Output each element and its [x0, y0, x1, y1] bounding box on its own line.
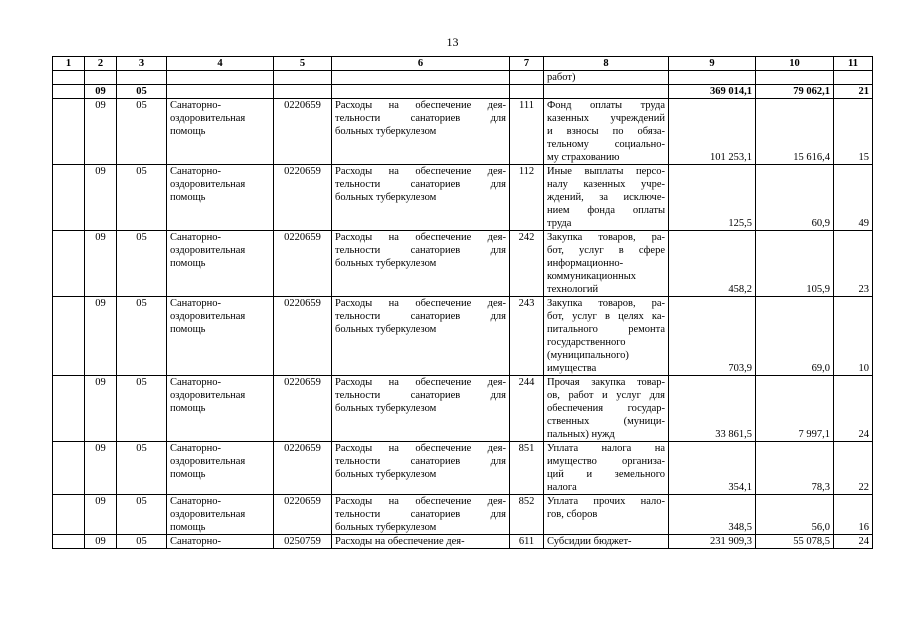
cell-line: труда — [547, 218, 572, 229]
cell-line: оздоровительная — [170, 509, 246, 520]
expense-description — [332, 442, 510, 495]
section-code: 09 — [85, 376, 117, 442]
value-col11: 23 — [834, 231, 873, 297]
header-cell: 7 — [510, 57, 544, 71]
cell-line: бот, услуг в сфере — [547, 245, 665, 256]
expense-type-code: 242 — [510, 231, 544, 297]
empty-cell — [53, 376, 85, 442]
cell-line: Санаторно- — [170, 377, 221, 388]
value-col10: 105,9 — [756, 231, 834, 297]
section-code: 09 — [85, 495, 117, 535]
value-col11: 24 — [834, 376, 873, 442]
expense-description — [332, 231, 510, 297]
cell-line: Санаторно- — [170, 443, 221, 454]
cell-line: помощь — [170, 192, 206, 203]
value-col10: 69,0 — [756, 297, 834, 376]
expense-type-code: 852 — [510, 495, 544, 535]
cell-line: помощь — [170, 469, 206, 480]
expense-type-code: 112 — [510, 165, 544, 231]
cell-line: тельности санаториев для — [335, 245, 506, 256]
value-col10: 78,3 — [756, 442, 834, 495]
expense-type-code: 244 — [510, 376, 544, 442]
cell-line: тельному социально- — [547, 139, 665, 150]
total-row — [53, 85, 873, 99]
cell-line: Санаторно- — [170, 232, 221, 243]
subsection-code: 05 — [117, 535, 167, 549]
value-col11: 16 — [834, 495, 873, 535]
cell-line: Субсидии бюджет- — [547, 536, 632, 547]
subsection-code: 05 — [117, 231, 167, 297]
value-col10: 15 616,4 — [756, 99, 834, 165]
cell-line: ственных (муници- — [547, 416, 665, 427]
cell-line: оздоровительная — [170, 245, 246, 256]
cell-line: больных туберкулезом — [335, 403, 437, 414]
header-cell: 6 — [332, 57, 510, 71]
table-row — [53, 165, 873, 231]
cell-line: информационно- — [547, 258, 624, 269]
expense-type-name — [544, 231, 669, 297]
value-col11: 15 — [834, 99, 873, 165]
subsection-code: 05 — [117, 442, 167, 495]
value-col9: 348,5 — [669, 495, 756, 535]
cell-line: больных туберкулезом — [335, 522, 437, 533]
cell-line: оздоровительная — [170, 311, 246, 322]
cell-line: Уплата прочих нало- — [547, 496, 665, 507]
expense-type-code: 111 — [510, 99, 544, 165]
cell-line: больных туберкулезом — [335, 324, 437, 335]
subsection-name — [167, 376, 274, 442]
section-code: 09 — [85, 297, 117, 376]
header-cell: 8 — [544, 57, 669, 71]
expense-description — [332, 535, 510, 549]
value-col11: 24 — [834, 535, 873, 549]
target-article-code: 0220659 — [274, 165, 332, 231]
cell-line: Фонд оплаты труда — [547, 100, 665, 111]
cell-line: Расходы на обеспечение дея- — [335, 536, 465, 547]
section-code: 09 — [85, 535, 117, 549]
value-col9: 458,2 — [669, 231, 756, 297]
cell-line: налога — [547, 482, 577, 493]
empty-cell — [53, 297, 85, 376]
cell-line: ов, работ и услуг для — [547, 390, 665, 401]
cell-line: больных туберкулезом — [335, 258, 437, 269]
cell-line: налу казенных учре- — [547, 179, 665, 190]
value-col10: 7 997,1 — [756, 376, 834, 442]
header-cell: 11 — [834, 57, 873, 71]
cell-line: имущество организа- — [547, 456, 665, 467]
cell-line: оздоровительная — [170, 456, 246, 467]
section-code: 09 — [85, 442, 117, 495]
target-article-code: 0220659 — [274, 231, 332, 297]
cell-line: и взносы по обяза- — [547, 126, 665, 137]
cell-line: больных туберкулезом — [335, 469, 437, 480]
subsection-code: 05 — [117, 165, 167, 231]
expense-type-name — [544, 165, 669, 231]
header-cell: 1 — [53, 57, 85, 71]
cell-line: гов, сборов — [547, 509, 598, 520]
cell-line: Расходы на обеспечение дея- — [335, 496, 506, 507]
section-code: 09 — [85, 165, 117, 231]
empty-cell — [53, 442, 85, 495]
total-section: 09 — [85, 85, 117, 99]
expense-description — [332, 297, 510, 376]
target-article-code: 0220659 — [274, 376, 332, 442]
total-col9: 369 014,1 — [669, 85, 756, 99]
cell-line: тельности санаториев для — [335, 311, 506, 322]
cell-line: ций и земельного — [547, 469, 665, 480]
cell-line: му страхованию — [547, 152, 620, 163]
section-code: 09 — [85, 99, 117, 165]
table-row — [53, 495, 873, 535]
table-row — [53, 442, 873, 495]
cell-line: технологий — [547, 284, 599, 295]
cell-line: помощь — [170, 258, 206, 269]
cell-line: Прочая закупка товар- — [547, 377, 665, 388]
table-row — [53, 376, 873, 442]
cell-line: Расходы на обеспечение дея- — [335, 166, 506, 177]
table-row — [53, 535, 873, 549]
cell-line: Иные выплаты персо- — [547, 166, 665, 177]
value-col10: 60,9 — [756, 165, 834, 231]
expense-type-code: 851 — [510, 442, 544, 495]
total-col10: 79 062,1 — [756, 85, 834, 99]
table-row — [53, 297, 873, 376]
empty-cell — [53, 535, 85, 549]
header-cell: 3 — [117, 57, 167, 71]
value-col11: 22 — [834, 442, 873, 495]
cell-line: обеспечения государ- — [547, 403, 665, 414]
cell-line: Расходы на обеспечение дея- — [335, 100, 506, 111]
target-article-code: 0220659 — [274, 442, 332, 495]
header-row — [53, 57, 873, 71]
value-col11: 49 — [834, 165, 873, 231]
cell-line: помощь — [170, 126, 206, 137]
target-article-code: 0220659 — [274, 495, 332, 535]
empty-cell — [53, 495, 85, 535]
continuation-row — [53, 71, 873, 85]
header-cell: 2 — [85, 57, 117, 71]
cell-line: больных туберкулезом — [335, 192, 437, 203]
subsection-name — [167, 99, 274, 165]
cell-line: помощь — [170, 522, 206, 533]
section-code: 09 — [85, 231, 117, 297]
target-article-code: 0220659 — [274, 99, 332, 165]
cell-line: казенных учреждений — [547, 113, 665, 124]
cell-line: тельности санаториев для — [335, 509, 506, 520]
value-col9: 125,5 — [669, 165, 756, 231]
expense-type-name — [544, 535, 669, 549]
cell-line: бот, услуг в целях ка- — [547, 311, 665, 322]
subsection-code: 05 — [117, 297, 167, 376]
cell-line: помощь — [170, 403, 206, 414]
expense-type-code: 243 — [510, 297, 544, 376]
cell-line: больных туберкулезом — [335, 126, 437, 137]
cell-line: тельности санаториев для — [335, 179, 506, 190]
expense-type-name — [544, 297, 669, 376]
value-col10: 56,0 — [756, 495, 834, 535]
cell-line: Расходы на обеспечение дея- — [335, 443, 506, 454]
expense-type-code: 611 — [510, 535, 544, 549]
expense-type-name — [544, 99, 669, 165]
cell-line: тельности санаториев для — [335, 456, 506, 467]
cell-line: ждений, за исключе- — [547, 192, 665, 203]
empty-cell — [53, 165, 85, 231]
empty-cell — [53, 231, 85, 297]
cell-line: Расходы на обеспечение дея- — [335, 232, 506, 243]
expense-type-name — [544, 376, 669, 442]
header-cell: 5 — [274, 57, 332, 71]
cell-line: пальных) нужд — [547, 429, 615, 440]
budget-table — [52, 56, 873, 549]
cell-line: питального ремонта — [547, 324, 665, 335]
value-col9: 33 861,5 — [669, 376, 756, 442]
subsection-code: 05 — [117, 99, 167, 165]
cell-line: оздоровительная — [170, 113, 246, 124]
subsection-code: 05 — [117, 376, 167, 442]
header-cell: 10 — [756, 57, 834, 71]
cell-line: государственного — [547, 337, 626, 348]
page-number: 13 — [446, 35, 459, 49]
cell-line: Закупка товаров, ра- — [547, 232, 665, 243]
expense-description — [332, 495, 510, 535]
expense-type-name — [544, 495, 669, 535]
expense-description — [332, 376, 510, 442]
cell-line: (муниципального) — [547, 350, 629, 361]
cell-line: коммуникационных — [547, 271, 637, 282]
subsection-name — [167, 231, 274, 297]
cell-line: тельности санаториев для — [335, 390, 506, 401]
cell-line: Расходы на обеспечение дея- — [335, 377, 506, 388]
cell-line: нием фонда оплаты — [547, 205, 665, 216]
table-row — [53, 99, 873, 165]
empty-cell — [53, 99, 85, 165]
cell-line: Санаторно- — [170, 166, 221, 177]
cell-line: Санаторно- — [170, 298, 221, 309]
cell-line: помощь — [170, 324, 206, 335]
value-col9: 231 909,3 — [669, 535, 756, 549]
cell-line: Санаторно- — [170, 496, 221, 507]
value-col11: 10 — [834, 297, 873, 376]
cell-line: Расходы на обеспечение дея- — [335, 298, 506, 309]
cell-line: оздоровительная — [170, 179, 246, 190]
subsection-name — [167, 495, 274, 535]
subsection-name — [167, 442, 274, 495]
subsection-code: 05 — [117, 495, 167, 535]
cell-line: Санаторно- — [170, 536, 221, 547]
subsection-name — [167, 297, 274, 376]
total-col11: 21 — [834, 85, 873, 99]
cell-line: оздоровительная — [170, 390, 246, 401]
subsection-name — [167, 535, 274, 549]
cell-line: Уплата налога на — [547, 443, 665, 454]
value-col10: 55 078,5 — [756, 535, 834, 549]
expense-description — [332, 99, 510, 165]
cell-line: Закупка товаров, ра- — [547, 298, 665, 309]
continuation-text: работ) — [544, 71, 669, 85]
expense-description — [332, 165, 510, 231]
header-cell: 9 — [669, 57, 756, 71]
subsection-name — [167, 165, 274, 231]
value-col9: 354,1 — [669, 442, 756, 495]
target-article-code: 0250759 — [274, 535, 332, 549]
total-subsection: 05 — [117, 85, 167, 99]
expense-type-name — [544, 442, 669, 495]
cell-line: имущества — [547, 363, 597, 374]
header-cell: 4 — [167, 57, 274, 71]
cell-line: Санаторно- — [170, 100, 221, 111]
target-article-code: 0220659 — [274, 297, 332, 376]
value-col9: 101 253,1 — [669, 99, 756, 165]
value-col9: 703,9 — [669, 297, 756, 376]
cell-line: тельности санаториев для — [335, 113, 506, 124]
table-row — [53, 231, 873, 297]
